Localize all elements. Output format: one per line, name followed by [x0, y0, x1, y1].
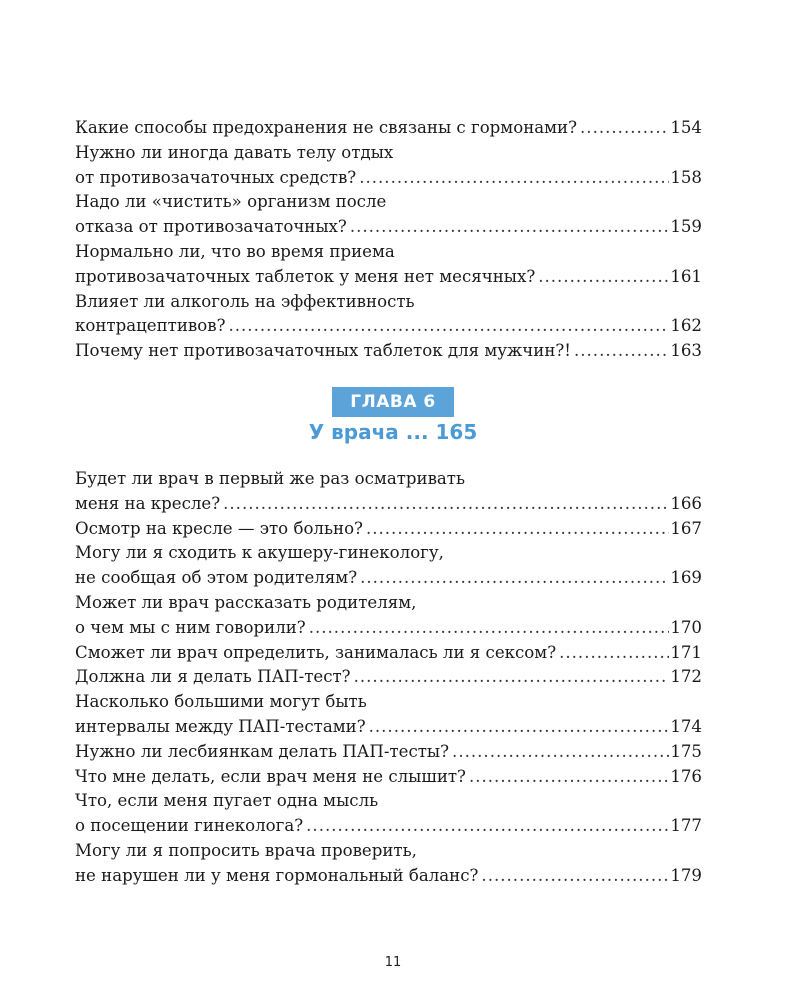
toc-entry-page: 169: [670, 568, 702, 588]
toc-entry-text: Что мне делать, если врач меня не слышит?: [75, 766, 466, 786]
page-number: 11: [384, 955, 402, 970]
toc-entry-page: 172: [670, 667, 702, 687]
toc-entry: [75, 789, 702, 839]
chapter-title: У врача ... 165: [308, 420, 478, 444]
toc-entry-page: 166: [670, 493, 702, 513]
toc-entry-text: не сообщая об этом родителям?: [75, 568, 358, 588]
toc-list-bottom: [75, 467, 702, 889]
toc-entry-text: Насколько большими могут быть: [75, 692, 367, 712]
dot-leader: [580, 116, 669, 141]
toc-entry-last-line: [75, 116, 702, 141]
toc-entry: [75, 541, 702, 591]
toc-entry-page: 170: [670, 617, 702, 637]
toc-entry: [75, 290, 702, 340]
dot-leader: [360, 566, 669, 591]
toc-entry-last-line: [75, 566, 702, 591]
toc-entry-text: Почему нет противозачаточных таблеток для мужчин?!: [75, 341, 571, 361]
toc-entry-text: о чем мы с ним говорили?: [75, 617, 306, 637]
dot-leader: [369, 715, 670, 740]
toc-entry-text: Влияет ли алкоголь на эффективность: [75, 291, 415, 311]
toc-entry-last-line: [75, 765, 702, 790]
dot-leader: [538, 265, 669, 290]
toc-entry: [75, 467, 702, 517]
toc-entry: [75, 339, 702, 364]
toc-entry-text: Могу ли я сходить к акушеру-гинекологу,: [75, 543, 444, 563]
toc-entry-page: 175: [670, 741, 702, 761]
toc-entry-text: Какие способы предохранения не связаны с гормонами?: [75, 118, 578, 137]
toc-entry: [75, 665, 702, 690]
toc-entry-page: 167: [670, 518, 702, 538]
dot-leader: [350, 215, 670, 240]
dot-leader: [354, 665, 670, 690]
toc-entry: [75, 740, 702, 765]
toc-entry-last-line: [75, 215, 702, 240]
dot-leader: [481, 864, 669, 889]
toc-entry-text: интервалы между ПАП-тестами?: [75, 716, 366, 736]
toc-entry-last-line: [75, 864, 702, 889]
toc-entry-page: 177: [670, 816, 702, 836]
toc-entry-page: 171: [670, 642, 702, 662]
toc-entry: [75, 517, 702, 542]
dot-leader: [309, 616, 670, 641]
toc-entry-last-line: [75, 166, 702, 191]
toc-entry-text: Нужно ли иногда давать телу отдых: [75, 142, 394, 162]
toc-entry-text: противозачаточных таблеток у меня нет месячных?: [75, 266, 536, 286]
toc-entry-last-line: [75, 616, 702, 641]
toc-entry-text: не нарушен ли у меня гормональный баланс?: [75, 865, 479, 885]
toc-entry-text: контрацептивов?: [75, 316, 226, 336]
toc-entry: [75, 240, 702, 290]
toc-entry: [75, 839, 702, 889]
toc-list-top: [75, 116, 702, 364]
toc-entry-last-line: [75, 339, 702, 364]
toc-entry-text: Нормально ли, что во время приема: [75, 241, 395, 261]
toc-entry: [75, 141, 702, 191]
toc-entry: [75, 690, 702, 740]
toc-entry-page: 154: [670, 118, 702, 137]
dot-leader: [306, 814, 669, 839]
toc-entry-page: 176: [670, 766, 702, 786]
dot-leader: [574, 339, 669, 364]
toc-entry-last-line: [75, 314, 702, 339]
toc-entry-page: 162: [670, 316, 702, 336]
toc-entry-text: меня на кресле?: [75, 493, 221, 513]
toc-entry-text: Осмотр на кресле — это больно?: [75, 518, 363, 538]
toc-entry-text: Должна ли я делать ПАП-тест?: [75, 667, 351, 687]
dot-leader: [223, 492, 669, 517]
toc-entry-page: 163: [670, 341, 702, 361]
toc-entry-text: Могу ли я попросить врача проверить,: [75, 840, 417, 860]
toc-entry: [75, 116, 702, 141]
toc-entry: [75, 190, 702, 240]
toc-entry-text: отказа от противозачаточных?: [75, 217, 347, 237]
toc-entry-text: Нужно ли лесбиянкам делать ПАП-тесты?: [75, 741, 450, 761]
dot-leader: [452, 740, 669, 765]
dot-leader: [559, 641, 669, 666]
toc-entry: [75, 765, 702, 790]
toc-entry-last-line: [75, 265, 702, 290]
toc-entry-last-line: [75, 517, 702, 542]
toc-entry-text: о посещении гинеколога?: [75, 816, 304, 836]
toc-entry-text: Будет ли врач в первый же раз осматривать: [75, 469, 466, 488]
toc-entry-page: 179: [670, 865, 702, 885]
toc-entry-text: от противозачаточных средств?: [75, 167, 357, 187]
dot-leader: [469, 765, 669, 790]
dot-leader: [366, 517, 669, 542]
toc-entry-text: Что, если меня пугает одна мысль: [75, 791, 379, 811]
toc-entry-text: Надо ли «чистить» организм после: [75, 192, 387, 212]
toc-entry-last-line: [75, 814, 702, 839]
toc-entry-text: Сможет ли врач определить, занималась ли я сексом?: [75, 642, 557, 662]
toc-entry-text: Может ли врач рассказать родителям,: [75, 592, 417, 612]
toc-entry-page: 159: [670, 217, 702, 237]
toc-entry-last-line: [75, 715, 702, 740]
toc-entry: [75, 591, 702, 641]
toc-entry-page: 174: [670, 716, 702, 736]
dot-leader: [228, 314, 669, 339]
dot-leader: [359, 166, 669, 191]
toc-entry-last-line: [75, 665, 702, 690]
chapter-badge: ГЛАВА 6: [332, 387, 454, 417]
toc-entry-last-line: [75, 492, 702, 517]
toc-entry-page: 161: [670, 266, 702, 286]
toc-entry-last-line: [75, 641, 702, 666]
toc-entry: [75, 641, 702, 666]
toc-entry-page: 158: [670, 167, 702, 187]
toc-entry-last-line: [75, 740, 702, 765]
